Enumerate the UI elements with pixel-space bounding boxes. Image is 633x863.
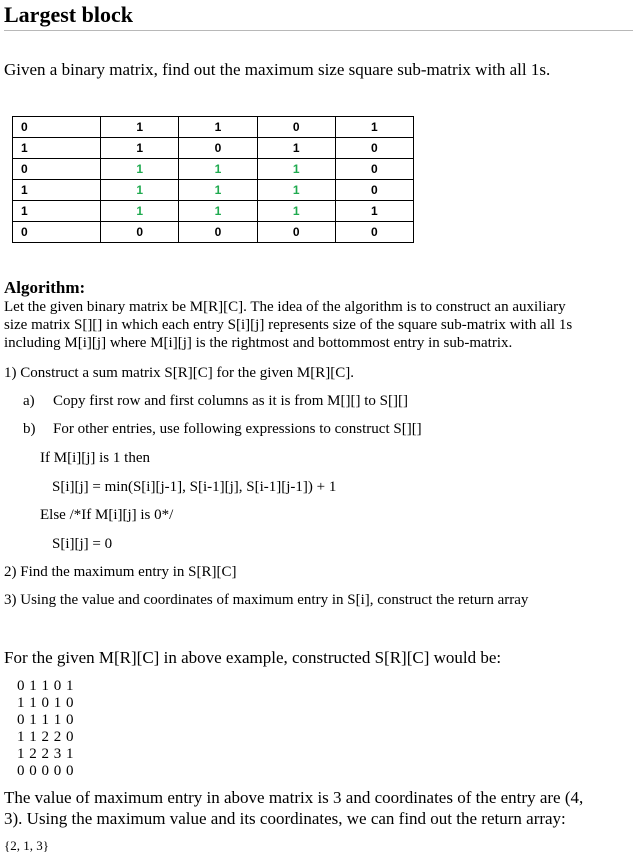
- algorithm-desc-line: including M[i][j] where M[i][j] is the rightmost and bottommost entry in sub-matrix.: [4, 335, 513, 351]
- matrix-cell-highlighted: 1: [101, 180, 179, 201]
- matrix-cell: 0: [179, 138, 257, 159]
- matrix-row: [13, 222, 414, 243]
- matrix-cell: 1: [101, 138, 179, 159]
- step-3: 3) Using the value and coordinates of maximum entry in S[i], construct the return array: [4, 592, 529, 608]
- matrix-cell-highlighted: 1: [179, 159, 257, 180]
- matrix-cell: 1: [13, 201, 101, 222]
- matrix-cell-highlighted: 1: [257, 180, 335, 201]
- s-matrix-row: 1 1 0 1 0: [17, 695, 74, 711]
- matrix-cell: 0: [257, 222, 335, 243]
- s-matrix-row: 1 2 2 3 1: [17, 746, 74, 762]
- page-title: Largest block: [4, 2, 133, 27]
- step-1b: For other entries, use following expressions to construct S[][]: [53, 421, 422, 437]
- matrix-cell-highlighted: 1: [257, 201, 335, 222]
- s-matrix-row: 1 1 2 2 0: [17, 729, 74, 745]
- conclusion-line: 3). Using the maximum value and its coordinates, we can find out the return array:: [4, 809, 566, 828]
- matrix-cell: 0: [13, 222, 101, 243]
- matrix-cell: 0: [179, 222, 257, 243]
- matrix-row: [13, 201, 414, 222]
- binary-matrix-table: [12, 116, 414, 243]
- matrix-row: [13, 159, 414, 180]
- step-1b-marker: b): [23, 421, 36, 437]
- step-1: 1) Construct a sum matrix S[R][C] for the given M[R][C].: [4, 365, 354, 381]
- step-1a-marker: a): [23, 393, 35, 409]
- matrix-cell: 1: [335, 117, 413, 138]
- matrix-cell: 0: [13, 159, 101, 180]
- matrix-cell: 1: [257, 138, 335, 159]
- matrix-cell: 0: [335, 180, 413, 201]
- matrix-cell-highlighted: 1: [101, 201, 179, 222]
- matrix-cell: 0: [13, 117, 101, 138]
- matrix-cell-highlighted: 1: [101, 159, 179, 180]
- if-condition: If M[i][j] is 1 then: [40, 450, 150, 466]
- matrix-cell: 0: [335, 222, 413, 243]
- matrix-cell-highlighted: 1: [179, 201, 257, 222]
- conclusion-line: The value of maximum entry in above matrix is 3 and coordinates of the entry are (4,: [4, 788, 584, 807]
- s-matrix-row: 0 0 0 0 0: [17, 763, 74, 779]
- matrix-cell-highlighted: 1: [179, 180, 257, 201]
- matrix-cell-highlighted: 1: [257, 159, 335, 180]
- result-array: {2, 1, 3}: [4, 838, 49, 853]
- matrix-row: [13, 138, 414, 159]
- example-lead: For the given M[R][C] in above example, constructed S[R][C] would be:: [4, 648, 502, 667]
- title-divider: [4, 30, 633, 31]
- matrix-cell: 1: [101, 117, 179, 138]
- s-matrix-row: 0 1 1 0 1: [17, 678, 74, 694]
- algorithm-desc-line: Let the given binary matrix be M[R][C]. The idea of the algorithm is to construct an auxiliary: [4, 299, 566, 315]
- matrix-cell: 1: [335, 201, 413, 222]
- matrix-row: [13, 117, 414, 138]
- if-expression: S[i][j] = min(S[i][j-1], S[i-1][j], S[i-1][j-1]) + 1: [52, 479, 337, 495]
- else-expression: S[i][j] = 0: [52, 536, 113, 552]
- matrix-cell: 1: [13, 180, 101, 201]
- algorithm-desc-line: size matrix S[][] in which each entry S[i][j] represents size of the square sub-matrix with all 1s: [4, 317, 573, 333]
- algorithm-heading: Algorithm:: [4, 278, 86, 297]
- matrix-cell: 0: [335, 159, 413, 180]
- matrix-cell: 0: [257, 117, 335, 138]
- matrix-cell: 0: [101, 222, 179, 243]
- matrix-row: [13, 180, 414, 201]
- matrix-cell: 1: [179, 117, 257, 138]
- matrix-cell: 1: [13, 138, 101, 159]
- step-2: 2) Find the maximum entry in S[R][C]: [4, 564, 237, 580]
- problem-statement: Given a binary matrix, find out the maximum size square sub-matrix with all 1s.: [4, 60, 551, 79]
- matrix-cell: 0: [335, 138, 413, 159]
- step-1a: Copy first row and first columns as it is from M[][] to S[][]: [53, 393, 408, 409]
- s-matrix-row: 0 1 1 1 0: [17, 712, 74, 728]
- else-condition: Else /*If M[i][j] is 0*/: [40, 507, 174, 523]
